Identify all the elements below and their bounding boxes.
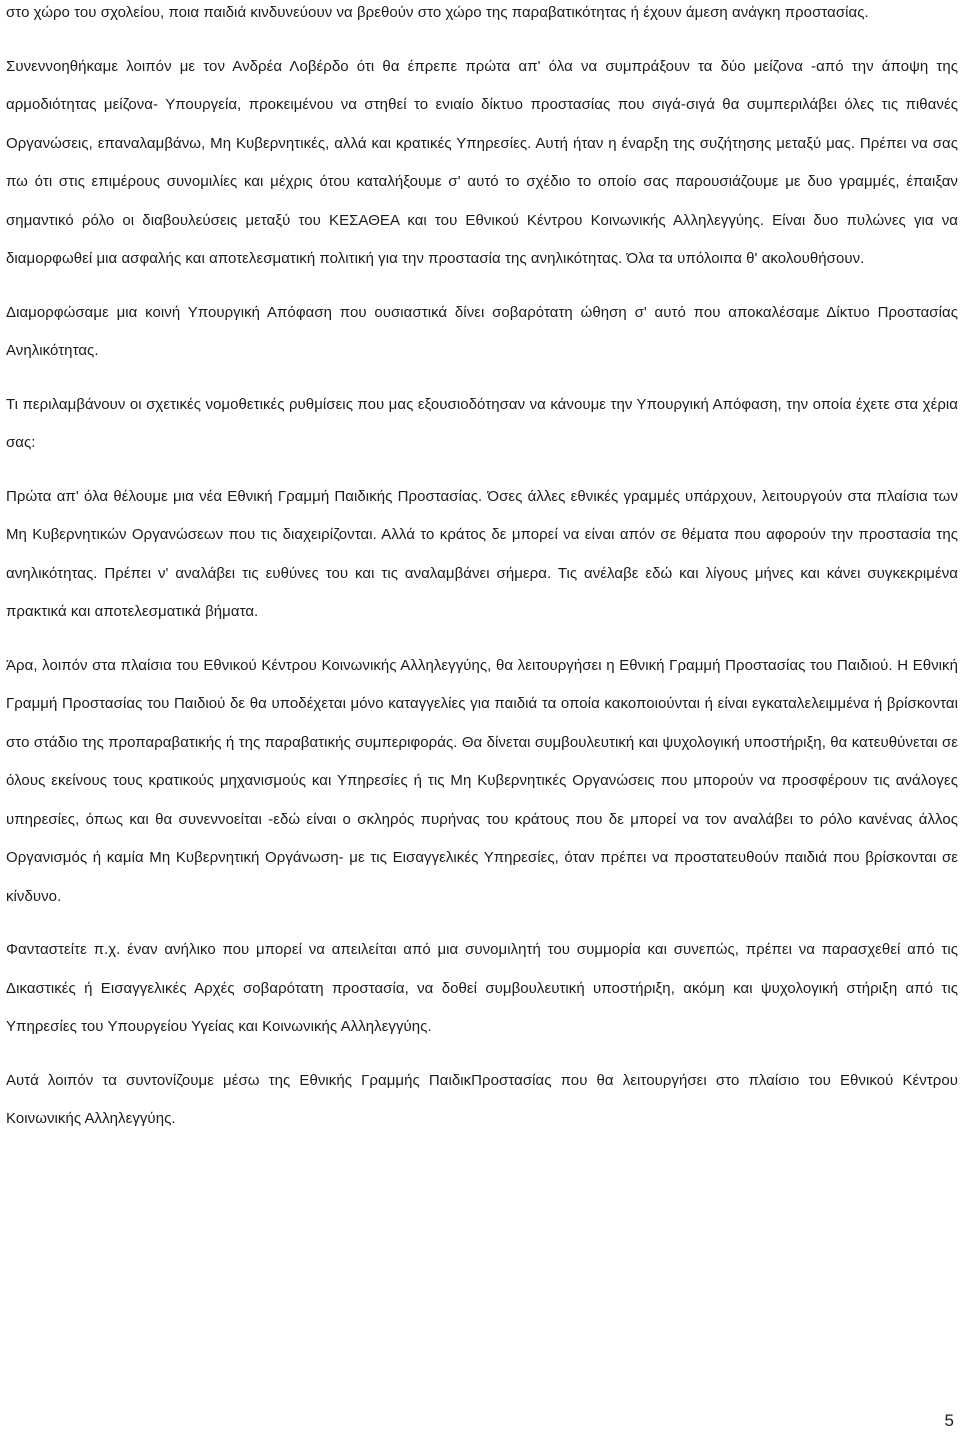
paragraph-7: Φανταστείτε π.χ. έναν ανήλικο που μπορεί να απειλείται από μια συνομιλητή του συμμορία και συνεπώς, πρέπει να παρασχεθεί από τις Δικαστικές ή Εισαγγελικές Αρχές σοβαρότατη προστασία, να δοθεί συμβουλευτική υποστήριξη, ακόμη και ψυχολογική στήριξη από τις Υπηρεσίες του Υπουργείου Υγείας και Κοινωνικής Αλληλεγγύης.	[6, 941, 958, 1035]
paragraph-3: Διαμορφώσαμε μια κοινή Υπουργική Απόφαση που ουσιαστικά δίνει σοβαρότατη ώθηση σ' αυτό που αποκαλέσαμε Δίκτυο Προστασίας Ανηλικότητας.	[6, 303, 958, 359]
paragraph-2: Συνεννοηθήκαμε λοιπόν με τον Ανδρέα Λοβέρδο ότι θα έπρεπε πρώτα απ' όλα να συμπράξουν τα δύο μείζονα -από την άποψη της αρμοδιότητας μείζονα- Υπουργεία, προκειμένου να στηθεί το ενιαίο δίκτυο προστασίας που σιγά-σιγά θα συμπεριλάβει όλες τις πιθανές Οργανώσεις, επαναλαμβάνω, Μη Κυβερνητικές, αλλά και κρατικές Υπηρεσίες. Αυτή ήταν η έναρξη της συζήτησης μεταξύ μας. Πρέπει να σας πω ότι στις επιμέρους συνομιλίες και μέχρις ότου καταλήξουμε σ' αυτό το σχέδιο το οποίο σας παρουσιάζουμε με δυο γραμμές, έπαιξαν σημαντικό ρόλο οι διαβουλεύσεις μεταξύ του ΚΕΣΑΘΕΑ και του Εθνικού Κέντρου Κοινωνικής Αλληλεγγύης. Είναι δυο πυλώνες για να διαμορφωθεί μια ασφαλής και αποτελεσματική πολιτική για την προστασία της ανηλικότητας. Όλα τα υπόλοιπα θ' ακολουθήσουν.	[6, 57, 958, 267]
paragraph-5: Πρώτα απ' όλα θέλουμε μια νέα Εθνική Γραμμή Παιδικής Προστασίας. Όσες άλλες εθνικές γραμμές υπάρχουν, λειτουργούν στα πλαίσια των Μη Κυβερνητικών Οργανώσεων που τις διαχειρίζονται. Αλλά το κράτος δε μπορεί να είναι απόν σε θέματα που αφορούν την προστασία της ανηλικότητας. Πρέπει ν' αναλάβει τις ευθύνες του και τις αναλαμβάνει σήμερα. Τις ανέλαβε εδώ και λίγους μήνες και κάνει συγκεκριμένα πρακτικά και αποτελεσματικά βήματα.	[6, 487, 958, 620]
paragraph-6: Άρα, λοιπόν στα πλαίσια του Εθνικού Κέντρου Κοινωνικής Αλληλεγγύης, θα λειτουργήσει η Εθνική Γραμμή Προστασίας του Παιδιού. Η Εθνική Γραμμή Προστασίας του Παιδιού δε θα υποδέχεται μόνο καταγγελίες για παιδιά τα οποία κακοποιούνται ή είναι εγκαταλελειμμένα ή βρίσκονται στο στάδιο της προπαραβατικής ή της παραβατικής συμπεριφοράς. Θα δίνεται συμβουλευτική και ψυχολογική υποστήριξη, θα κατευθύνεται σε όλους εκείνους τους κρατικούς μηχανισμούς και Υπηρεσίες ή τις Μη Κυβερνητικές Οργανώσεις που μπορούν να προσφέρουν τις ανάλογες υπηρεσίες, όπως και θα συνεννοείται -εδώ είναι ο σκληρός πυρήνας του κράτους που δε μπορεί να τον αναλάβει το ρόλο κανένας άλλος Οργανισμός ή καμία Μη Κυβερνητική Οργάνωση- με τις Εισαγγελικές Υπηρεσίες, όταν πρέπει να προστατευθούν παιδιά που βρίσκονται σε κίνδυνο.	[6, 656, 958, 905]
page-number: 5	[944, 1411, 954, 1430]
paragraph-1: στο χώρο του σχολείου, ποια παιδιά κινδυνεύουν να βρεθούν στο χώρο της παραβατικότητας ή έχουν άμεση ανάγκη προστασίας.	[6, 4, 869, 21]
paragraph-4: Τι περιλαμβάνουν οι σχετικές νομοθετικές ρυθμίσεις που μας εξουσιοδότησαν να κάνουμε την Υπουργική Απόφαση, την οποία έχετε στα χέρια σας:	[6, 395, 958, 451]
document-body	[6, 0, 958, 1139]
paragraph-8: Αυτά λοιπόν τα συντονίζουμε μέσω της Εθνικής Γραμμής ΠαιδικΠροστασίας που θα λειτουργήσει στο πλαίσιο του Εθνικού Κέντρου Κοινωνικής Αλληλεγγύης.	[6, 1071, 958, 1127]
